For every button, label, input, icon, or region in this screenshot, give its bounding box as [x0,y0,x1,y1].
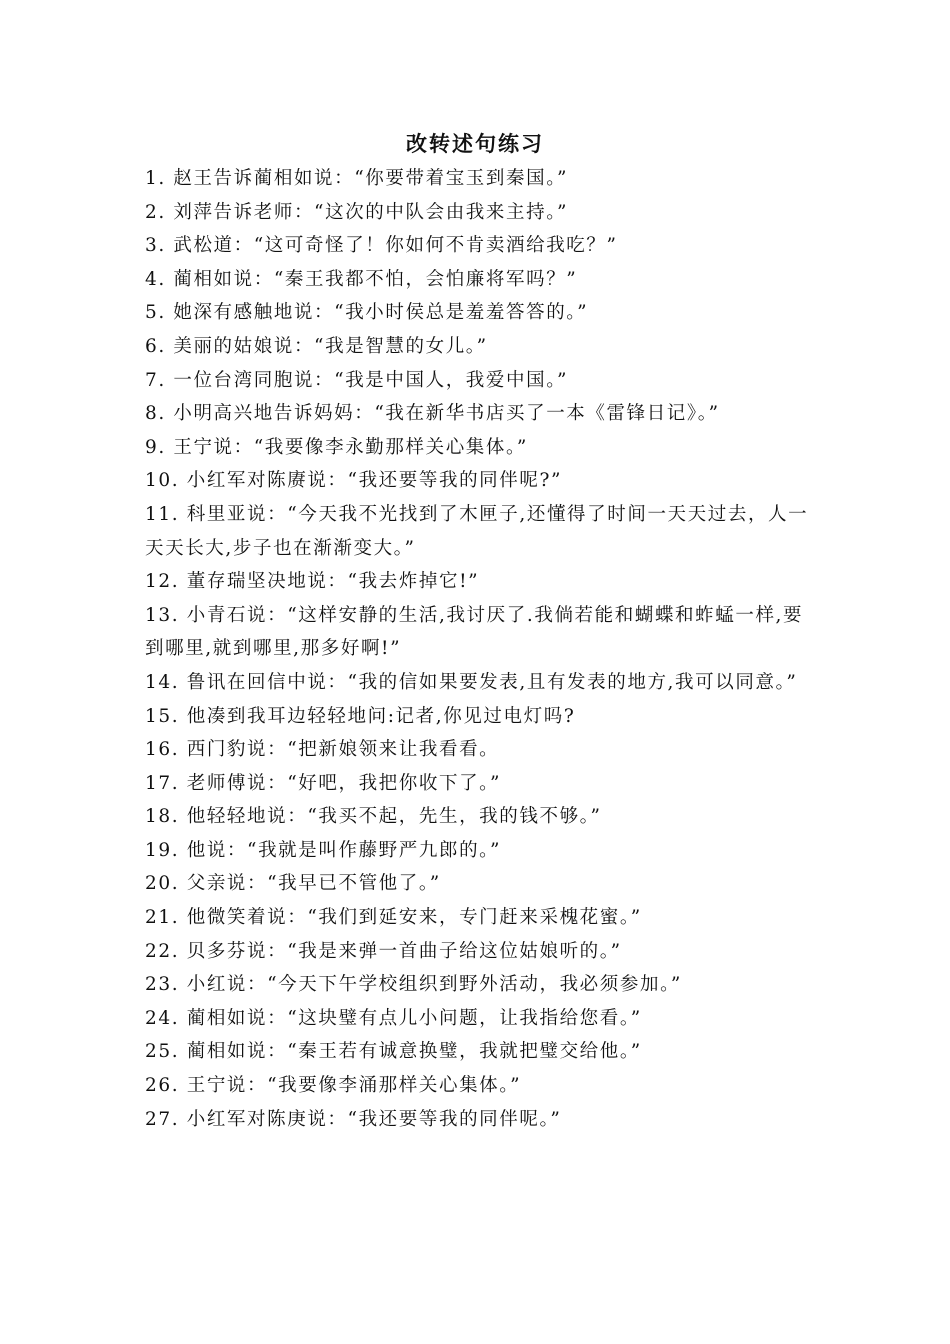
list-item [145,162,810,196]
item-number: 1. [145,168,166,189]
item-number: 27. [145,1108,180,1130]
item-number: 10. [145,470,180,492]
list-item [145,700,810,734]
item-number: 9. [145,436,166,458]
list-item [145,666,810,700]
item-text: 鲁讯在回信中说：“我的信如果要发表,且有发表的地方,我可以同意。” [186,671,798,693]
item-number: 20. [145,873,180,895]
item-number: 2. [145,201,166,223]
item-number: 26. [145,1075,180,1097]
list-item [145,498,810,565]
item-text: 美丽的姑娘说：“我是智慧的女儿。” [173,335,488,357]
item-text: 小红军对陈赓说：“我还要等我的同伴呢?” [186,470,563,492]
list-item [145,800,810,834]
list-item [145,196,810,230]
item-text: 父亲说：“我早已不管他了。” [186,873,441,895]
item-text: 王宁说：“我要像李涌那样关心集体。” [186,1075,522,1097]
list-item [145,935,810,969]
list-item [145,901,810,935]
list-item [145,431,810,465]
item-number: 24. [145,1007,180,1029]
item-text: 小明高兴地告诉妈妈：“我在新华书店买了一本《雷锋日记》。” [173,403,720,425]
item-number: 23. [145,974,180,996]
list-item [145,968,810,1002]
item-text: 科里亚说：“今天我不光找到了木匣子,还懂得了时间一天天过去，人一天天长大,步子也在渐渐变大。” [145,503,809,559]
list-item [145,867,810,901]
item-text: 小红说：“今天下午学校组织到野外活动，我必须参加。” [186,974,682,996]
item-text: 他微笑着说：“我们到延安来，专门赶来采槐花蜜。” [186,907,642,929]
item-text: 他凑到我耳边轻轻地问:记者,你见过电灯吗? [186,705,576,727]
item-number: 22. [145,940,180,962]
item-number: 11. [145,503,180,525]
item-text: 西门豹说：“把新娘领来让我看看。 [186,739,500,761]
list-item [145,1035,810,1069]
item-text: 董存瑞坚决地说：“我去炸掉它!” [186,571,480,593]
item-text: 赵王告诉蔺相如说：“你要带着宝玉到秦国。” [173,168,569,189]
list-item [145,296,810,330]
item-number: 4. [145,268,166,290]
list-item [145,364,810,398]
item-number: 17. [145,772,180,794]
item-number: 18. [145,806,180,828]
item-text: 蔺相如说：“这块璧有点儿小问题，让我指给您看。” [186,1007,642,1029]
item-text: 一位台湾同胞说：“我是中国人，我爱中国。” [173,369,569,391]
list-item [145,330,810,364]
item-number: 14. [145,671,180,693]
item-text: 她深有感触地说：“我小时侯总是羞羞答答的。” [173,302,589,324]
list-item [145,1069,810,1103]
item-number: 3. [145,235,166,257]
item-number: 6. [145,335,166,357]
item-text: 贝多芬说：“我是来弹一首曲子给这位姑娘听的。” [186,940,622,962]
list-item [145,599,810,666]
list-item [145,229,810,263]
list-item [145,1103,810,1137]
list-item [145,834,810,868]
item-number: 25. [145,1041,180,1063]
item-text: 武松道：“这可奇怪了！你如何不肯卖酒给我吃？” [173,235,618,257]
item-text: 蔺相如说：“秦王我都不怕，会怕廉将军吗？” [173,268,578,290]
item-number: 8. [145,403,166,425]
list-item [145,397,810,431]
item-text: 小青石说：“这样安静的生活,我讨厌了.我倘若能和蝴蝶和蚱蜢一样,要到哪里,就到哪里,那多好啊!” [145,604,804,660]
item-text: 刘萍告诉老师：“这次的中队会由我来主持。” [173,201,569,223]
item-text: 小红军对陈庚说：“我还要等我的同伴呢。” [186,1108,562,1130]
item-number: 7. [145,369,166,391]
list-item [145,263,810,297]
list-item [145,1002,810,1036]
list-item [145,767,810,801]
list-item [145,733,810,767]
item-text: 他轻轻地说：“我买不起，先生，我的钱不够。” [186,806,602,828]
item-text: 他说：“我就是叫作藤野严九郎的。” [186,839,502,861]
item-number: 16. [145,739,180,761]
page-title: 改转述句练习 [406,131,544,156]
item-number: 12. [145,571,180,593]
item-number: 13. [145,604,180,626]
item-number: 21. [145,907,180,929]
list-item [145,464,810,498]
item-number: 15. [145,705,180,727]
item-number: 19. [145,839,180,861]
item-text: 老师傅说：“好吧，我把你收下了。” [186,772,502,794]
item-text: 王宁说：“我要像李永勤那样关心集体。” [173,436,528,458]
item-text: 蔺相如说：“秦王若有诚意换璧，我就把璧交给他。” [186,1041,642,1063]
list-item [145,565,810,599]
item-number: 5. [145,302,166,324]
exercise-list [145,162,810,1136]
